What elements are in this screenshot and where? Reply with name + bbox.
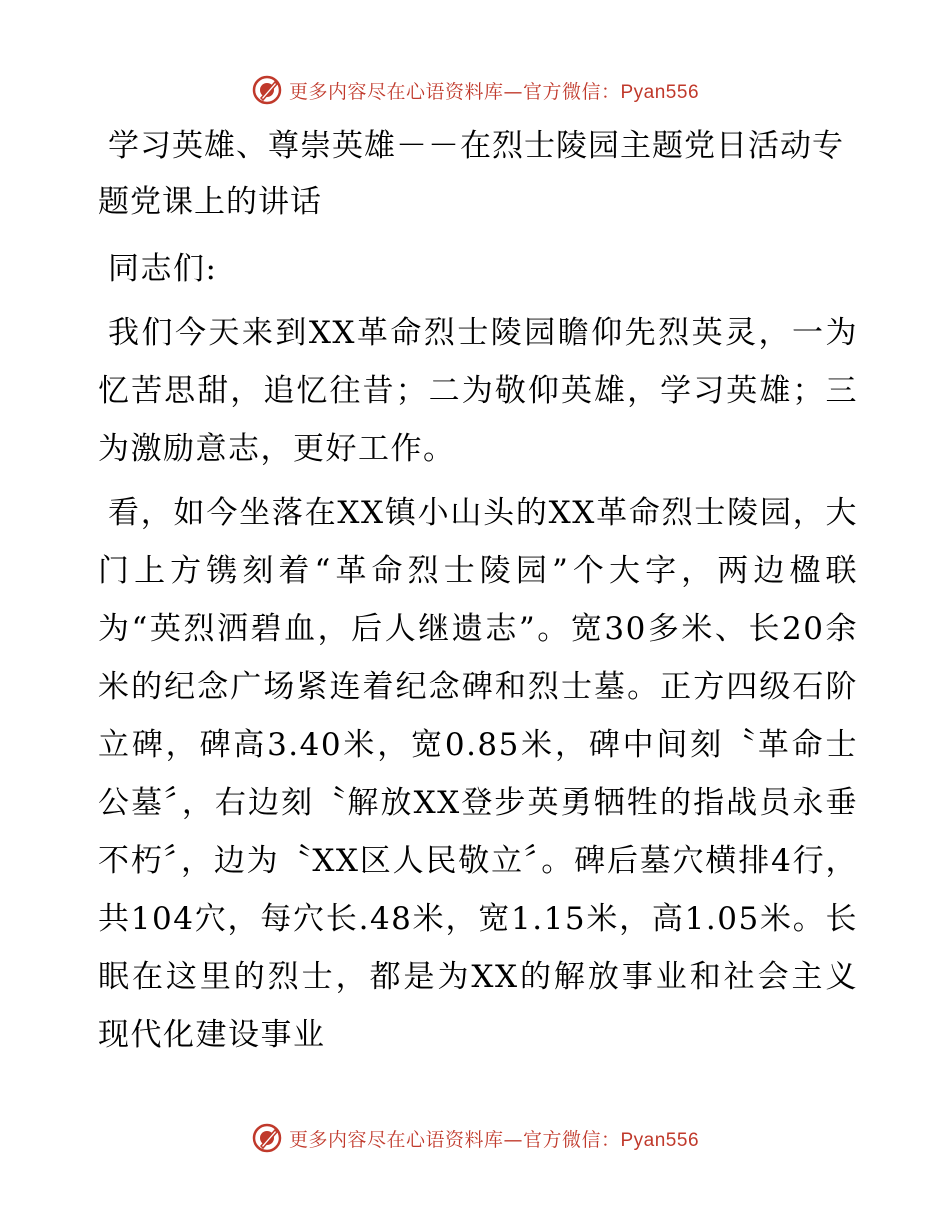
- brush-logo-icon: [251, 74, 283, 106]
- banner-text: [289, 77, 699, 104]
- paragraph-2: 看，如今坐落在XX镇小山头的XX革命烈士陵园，大门上方镌刻着“革命烈士陵园”个大字，两边楹联为“英烈洒碧血，后人继遗志”。宽30多米、长20余米的纪念广场紧连着纪念碑和烈士墓。正方四级石阶立碑，碑高3.40米，宽0.85米，碑中间刻〝革命士公墓〞，右边刻〝解放XX登步英勇牺牲的指战员永垂不朽〞，边为〝XX区人民敬立〞。碑后墓穴横排4行，共104穴，每穴长.48米，宽1.15米，高1.05米。长眠在这里的烈士，都是为XX的解放事业和社会主义现代化建设事业: [98, 495, 858, 1053]
- brush-logo-icon: [251, 1122, 283, 1154]
- document-body: [98, 118, 858, 1070]
- banner-slogan: 更多内容尽在心语资料库: [288, 1128, 504, 1151]
- document-title: 学习英雄、尊崇英雄－－在烈士陵园主题党日活动专题党课上的讲话: [98, 128, 844, 220]
- banner-separator: —: [503, 80, 523, 103]
- banner-wechat-id: Pyan556: [620, 81, 700, 103]
- salutation: 同志们:: [108, 251, 218, 287]
- banner-text: [289, 1125, 699, 1152]
- banner-wechat-label: 官方微信：: [522, 80, 621, 103]
- paragraph-1: 我们今天来到XX革命烈士陵园瞻仰先烈英灵，一为忆苦思甜，追忆往昔；二为敬仰英雄，学习英雄；三为激励意志，更好工作。: [98, 315, 858, 467]
- banner-wechat-id: Pyan556: [620, 1129, 700, 1151]
- banner-separator: —: [503, 1128, 523, 1151]
- banner-slogan: 更多内容尽在心语资料库: [288, 80, 504, 103]
- header-banner: [0, 70, 950, 110]
- footer-banner: [0, 1118, 950, 1158]
- banner-wechat-label: 官方微信：: [522, 1128, 621, 1151]
